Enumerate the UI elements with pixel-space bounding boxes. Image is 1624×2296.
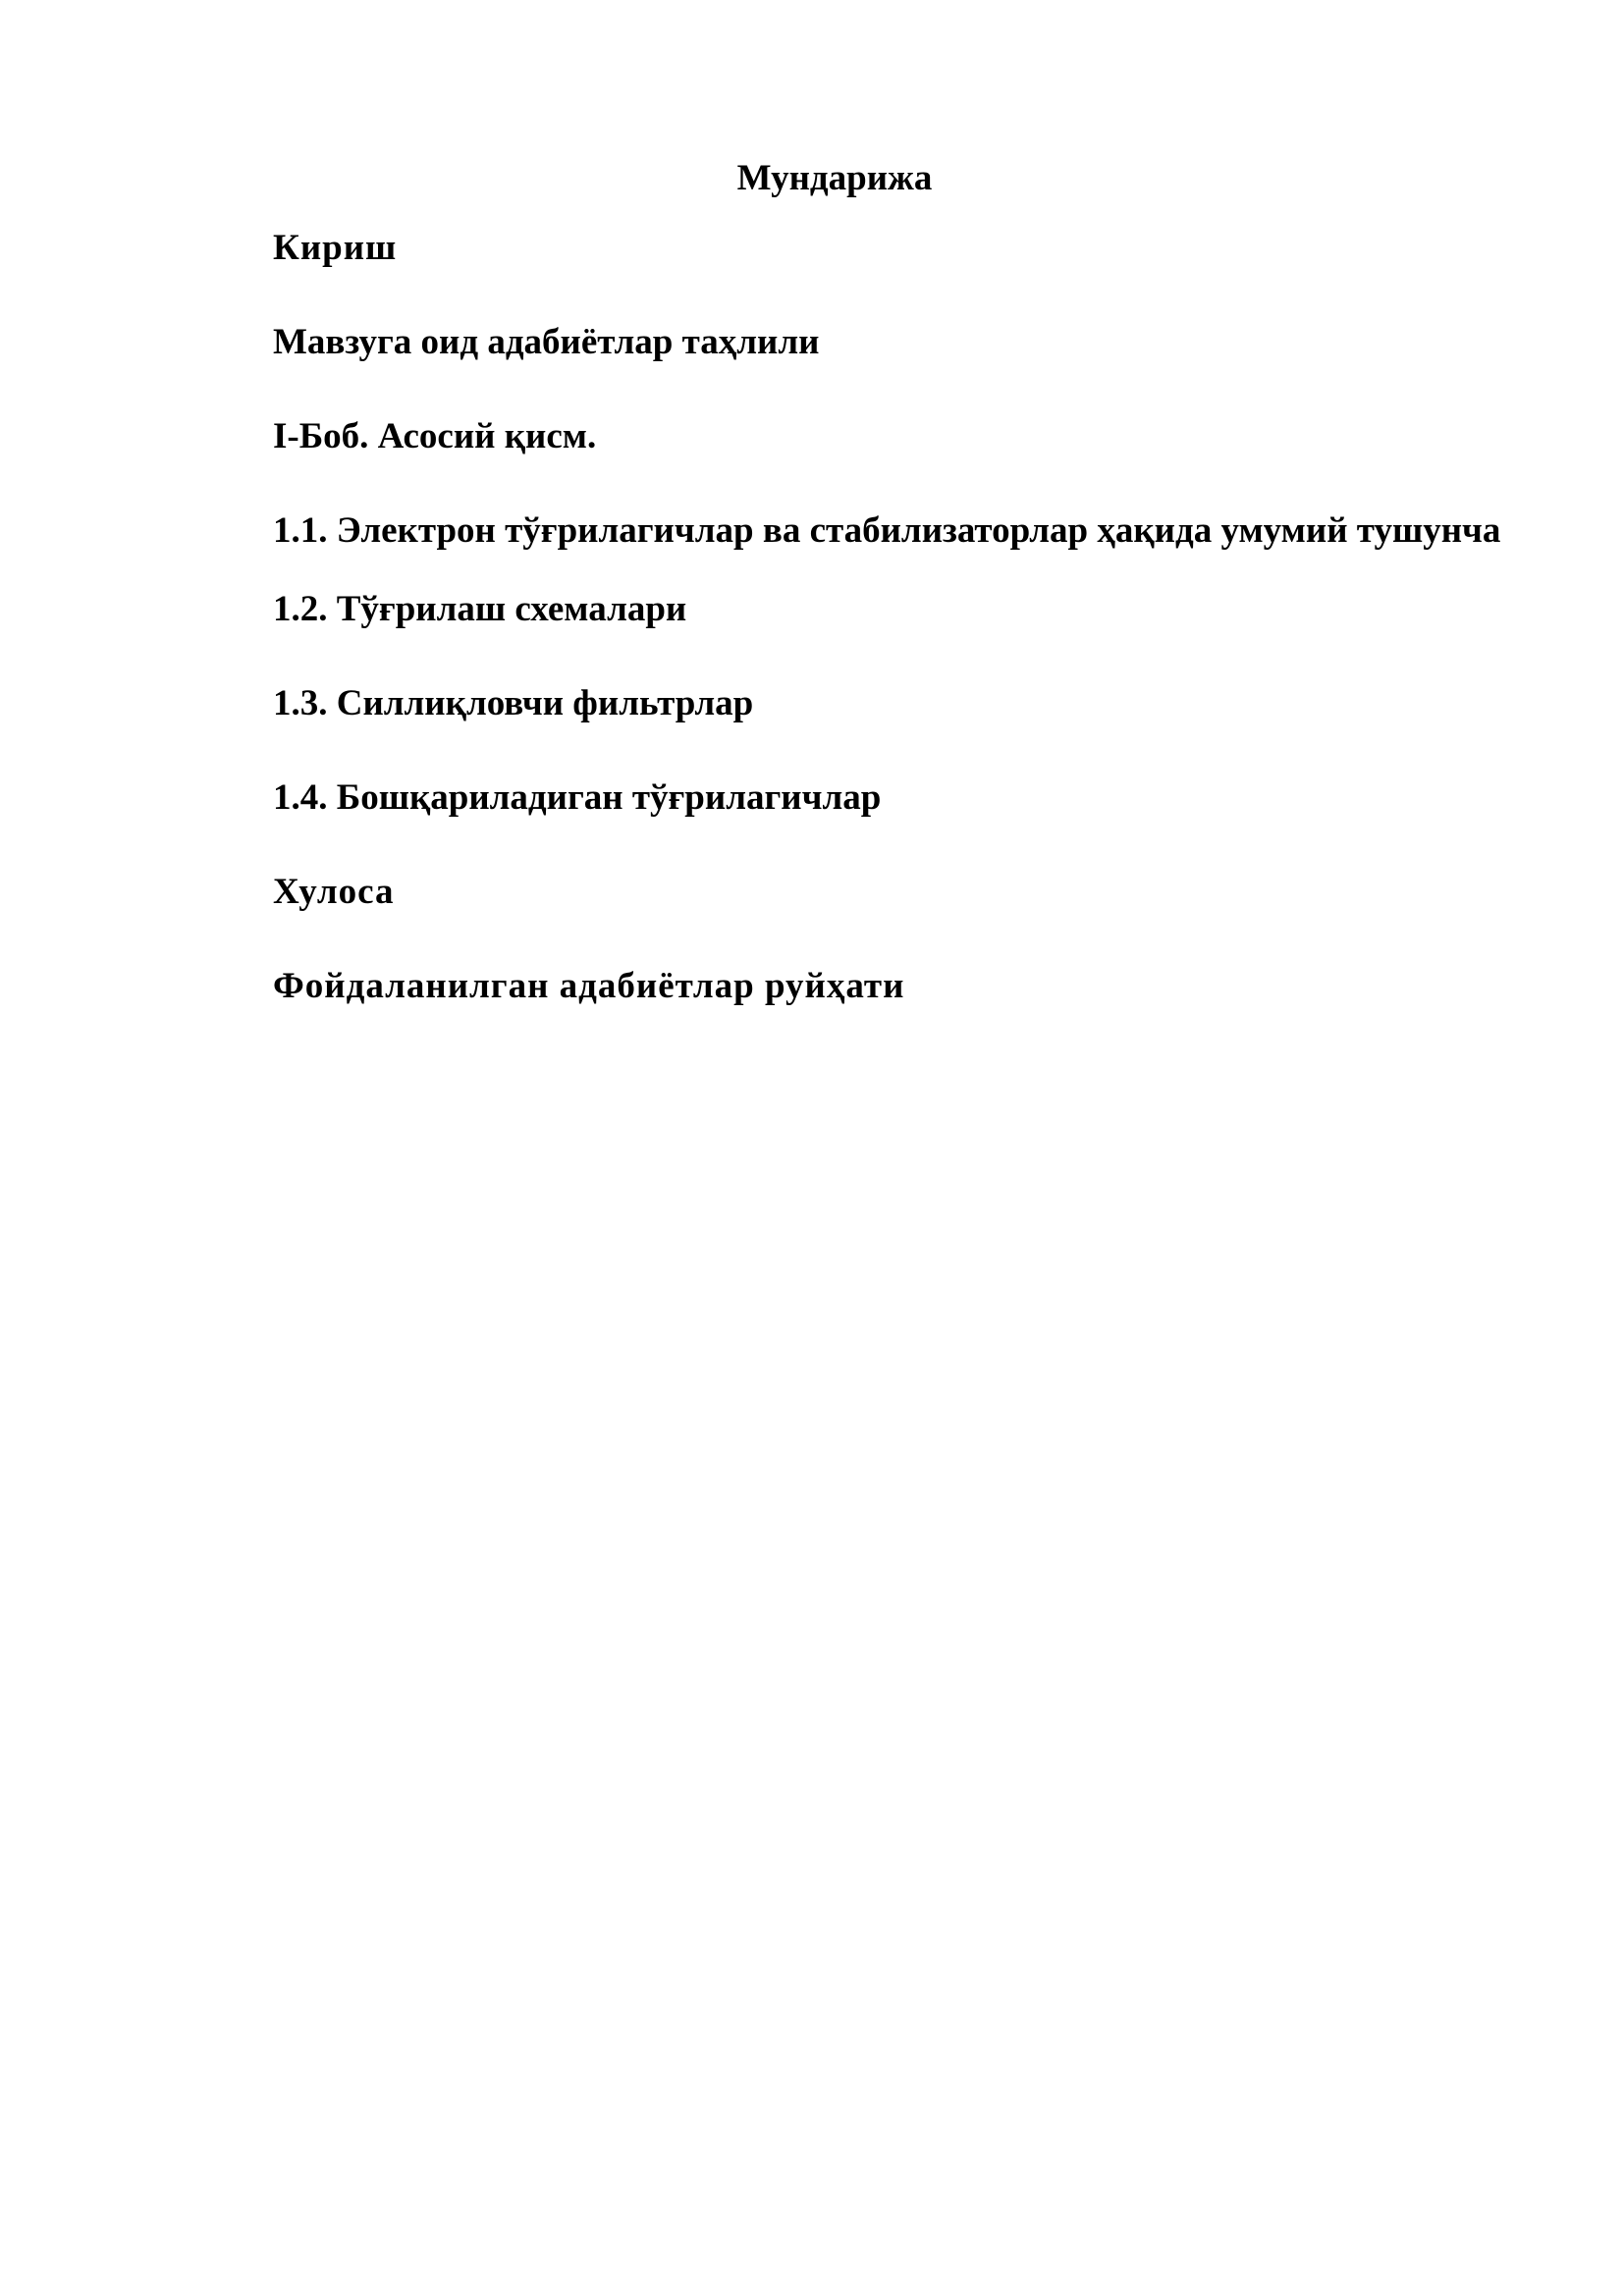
toc-title: Мундарижа [736,158,933,198]
toc-item-chapter-1: I-Боб. Асосий қисм. [273,416,597,456]
toc-item-section-1-3: 1.3. Силлиқловчи фильтрлар [273,683,754,723]
toc-item-introduction: Кириш [273,228,398,268]
toc-item-section-1-2: 1.2. Тўғрилаш схемалари [273,589,687,629]
toc-item-conclusion: Хулоса [273,872,395,912]
toc-item-section-1-1: 1.1. Электрон тўғрилагичлар ва стабилизаторлар ҳақида умумий тушунча [273,510,1501,551]
table-of-contents [234,224,1510,1056]
toc-item-references: Фойдаланилган адабиётлар руйҳати [273,966,905,1006]
toc-item-literature-analysis: Мавзуга оид адабиётлар таҳлили [273,322,820,362]
toc-item-section-1-4: 1.4. Бошқариладиган тўғрилагичлар [273,777,882,818]
